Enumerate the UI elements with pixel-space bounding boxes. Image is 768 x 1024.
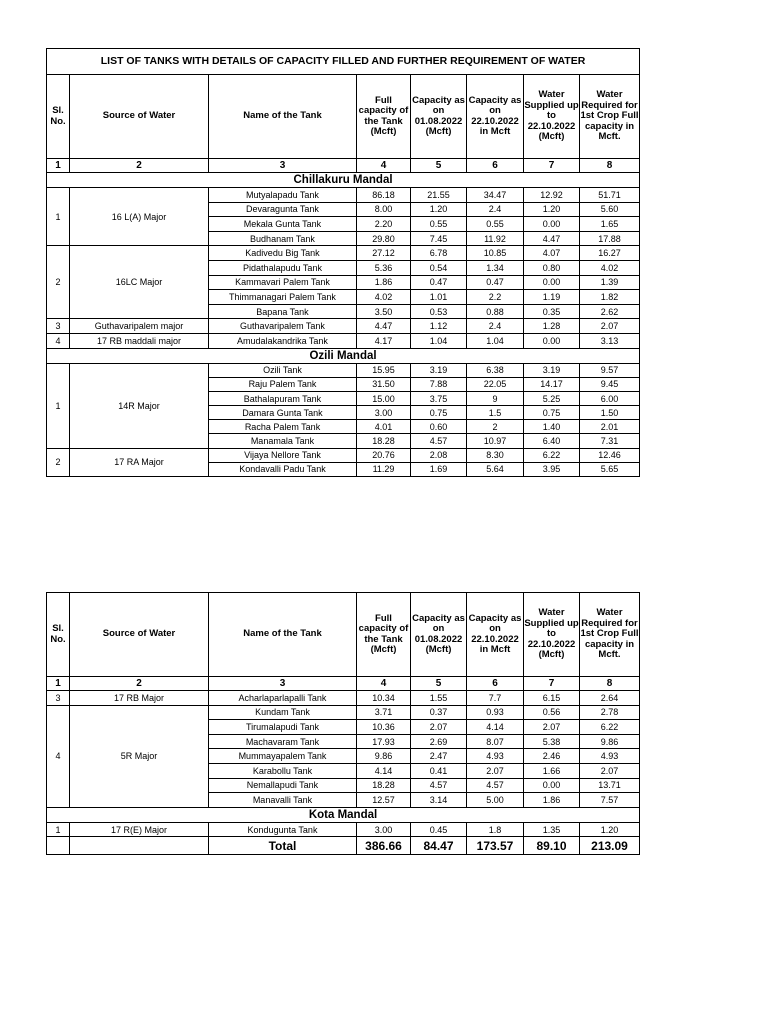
cell-value: 8.07	[467, 734, 524, 749]
cell-value: 1.50	[580, 406, 640, 420]
col-num: 8	[580, 677, 640, 691]
cell-value: 10.34	[357, 691, 411, 706]
cell-value: 3.95	[524, 462, 580, 476]
table-row	[47, 691, 640, 706]
cell-value: 1.28	[524, 319, 580, 334]
cell-value: 1.82	[580, 290, 640, 305]
cell-value: 2.64	[580, 691, 640, 706]
cell-value: 2.07	[580, 763, 640, 778]
cell-value: 7.57	[580, 793, 640, 808]
cell-value: 6.15	[524, 691, 580, 706]
tank-name: Pidathalapudu Tank	[209, 260, 357, 275]
cell-value: 1.20	[580, 822, 640, 837]
table-row	[47, 188, 640, 203]
table-row	[47, 319, 640, 334]
cell-value: 0.00	[524, 778, 580, 793]
source-of-water: 16LC Major	[70, 246, 209, 319]
cell-value: 3.00	[357, 822, 411, 837]
header-water-required: Water Required for 1st Crop Full capacity in Mcft.	[580, 75, 640, 159]
cell-value: 0.41	[411, 763, 467, 778]
col-num: 6	[467, 159, 524, 173]
cell-value: 4.02	[580, 260, 640, 275]
cell-value: 6.38	[467, 363, 524, 377]
col-num: 7	[524, 677, 580, 691]
col-num: 6	[467, 677, 524, 691]
tank-name: Acharlaparlapalli Tank	[209, 691, 357, 706]
serial-number: 1	[47, 188, 70, 246]
serial-number: 1	[47, 822, 70, 837]
tank-name: Manavalli Tank	[209, 793, 357, 808]
tank-name: Amudalakandrika Tank	[209, 333, 357, 348]
cell-value: 0.56	[524, 705, 580, 720]
serial-number: 3	[47, 319, 70, 334]
tank-name: Nemallapudi Tank	[209, 778, 357, 793]
cell-value: 2.07	[524, 720, 580, 735]
cell-value: 2.08	[411, 448, 467, 462]
tank-name: Bapana Tank	[209, 304, 357, 319]
cell-value: 4.47	[357, 319, 411, 334]
tank-name: Racha Palem Tank	[209, 420, 357, 434]
cell-value: 8.30	[467, 448, 524, 462]
cell-value: 3.00	[357, 406, 411, 420]
col-num: 3	[209, 677, 357, 691]
serial-number: 2	[47, 246, 70, 319]
source-of-water: Guthavaripalem major	[70, 319, 209, 334]
table-row	[47, 822, 640, 837]
cell-value: 31.50	[357, 377, 411, 391]
table-row	[47, 333, 640, 348]
cell-value: 9.45	[580, 377, 640, 391]
tank-name: Tirumalapudi Tank	[209, 720, 357, 735]
tank-name: Mekala Gunta Tank	[209, 217, 357, 232]
cell-value: 2.20	[357, 217, 411, 232]
source-of-water: 5R Major	[70, 705, 209, 807]
tank-name: Devaragunta Tank	[209, 202, 357, 217]
mandal-heading: Ozili Mandal	[47, 348, 640, 363]
cell-value: 6.78	[411, 246, 467, 261]
cell-value: 20.76	[357, 448, 411, 462]
cell-value: 1.8	[467, 822, 524, 837]
col-num: 3	[209, 159, 357, 173]
header-water-required: Water Required for 1st Crop Full capacity in Mcft.	[580, 593, 640, 677]
cell-value: 4.14	[467, 720, 524, 735]
total-label: Total	[209, 837, 357, 855]
cell-value: 0.88	[467, 304, 524, 319]
header-capacity-22-10: Capacity as on 22.10.2022 in Mcft	[467, 75, 524, 159]
cell-value: 0.00	[524, 275, 580, 290]
cell-value: 15.00	[357, 391, 411, 405]
cell-value: 2.69	[411, 734, 467, 749]
column-number-row	[47, 159, 640, 173]
header-capacity-22-10: Capacity as on 22.10.2022 in Mcft	[467, 593, 524, 677]
empty-cell	[70, 837, 209, 855]
mandal-heading: Kota Mandal	[47, 807, 640, 822]
cell-value: 6.22	[524, 448, 580, 462]
cell-value: 86.18	[357, 188, 411, 203]
col-num: 1	[47, 677, 70, 691]
col-num: 7	[524, 159, 580, 173]
cell-value: 2.4	[467, 319, 524, 334]
cell-value: 3.13	[580, 333, 640, 348]
cell-value: 12.92	[524, 188, 580, 203]
header-name-of-tank: Name of the Tank	[209, 593, 357, 677]
cell-value: 4.57	[411, 778, 467, 793]
cell-value: 1.55	[411, 691, 467, 706]
cell-value: 1.66	[524, 763, 580, 778]
cell-value: 0.80	[524, 260, 580, 275]
cell-value: 1.19	[524, 290, 580, 305]
cell-value: 0.55	[467, 217, 524, 232]
cell-value: 0.75	[524, 406, 580, 420]
cell-value: 3.71	[357, 705, 411, 720]
cell-value: 18.28	[357, 434, 411, 448]
tanks-table-2	[46, 592, 640, 855]
serial-number: 2	[47, 448, 70, 476]
cell-value: 9.57	[580, 363, 640, 377]
total-value: 84.47	[411, 837, 467, 855]
cell-value: 16.27	[580, 246, 640, 261]
tank-name: Kondavalli Padu Tank	[209, 462, 357, 476]
cell-value: 17.93	[357, 734, 411, 749]
mandal-heading: Chillakuru Mandal	[47, 173, 640, 188]
cell-value: 9.86	[580, 734, 640, 749]
cell-value: 5.00	[467, 793, 524, 808]
cell-value: 1.39	[580, 275, 640, 290]
cell-value: 4.01	[357, 420, 411, 434]
col-num: 2	[70, 677, 209, 691]
header-capacity-01-08: Capacity as on 01.08.2022 (Mcft)	[411, 75, 467, 159]
cell-value: 34.47	[467, 188, 524, 203]
cell-value: 1.12	[411, 319, 467, 334]
cell-value: 12.46	[580, 448, 640, 462]
source-of-water: 17 RA Major	[70, 448, 209, 476]
cell-value: 9	[467, 391, 524, 405]
header-full-capacity: Full capacity of the Tank (Mcft)	[357, 75, 411, 159]
header-full-capacity: Full capacity of the Tank (Mcft)	[357, 593, 411, 677]
cell-value: 17.88	[580, 231, 640, 246]
cell-value: 0.45	[411, 822, 467, 837]
cell-value: 18.28	[357, 778, 411, 793]
tanks-table-1	[46, 48, 640, 477]
source-of-water: 16 L(A) Major	[70, 188, 209, 246]
cell-value: 0.47	[411, 275, 467, 290]
cell-value: 0.75	[411, 406, 467, 420]
serial-number: 4	[47, 705, 70, 807]
cell-value: 51.71	[580, 188, 640, 203]
table-row	[47, 363, 640, 377]
cell-value: 2.07	[467, 763, 524, 778]
empty-cell	[47, 837, 70, 855]
table-row	[47, 705, 640, 720]
tank-name: Budhanam Tank	[209, 231, 357, 246]
cell-value: 4.57	[411, 434, 467, 448]
tank-name: Guthavaripalem Tank	[209, 319, 357, 334]
col-num: 4	[357, 677, 411, 691]
table-row	[47, 246, 640, 261]
cell-value: 13.71	[580, 778, 640, 793]
cell-value: 7.88	[411, 377, 467, 391]
cell-value: 12.57	[357, 793, 411, 808]
serial-number: 3	[47, 691, 70, 706]
tank-name: Damara Gunta Tank	[209, 406, 357, 420]
cell-value: 6.00	[580, 391, 640, 405]
cell-value: 1.65	[580, 217, 640, 232]
cell-value: 1.35	[524, 822, 580, 837]
cell-value: 27.12	[357, 246, 411, 261]
cell-value: 5.36	[357, 260, 411, 275]
cell-value: 15.95	[357, 363, 411, 377]
cell-value: 1.01	[411, 290, 467, 305]
table-title: LIST OF TANKS WITH DETAILS OF CAPACITY FILLED AND FURTHER REQUIREMENT OF WATER	[47, 49, 640, 75]
cell-value: 1.69	[411, 462, 467, 476]
column-number-row	[47, 677, 640, 691]
cell-value: 2.47	[411, 749, 467, 764]
tank-name: Raju Palem Tank	[209, 377, 357, 391]
total-value: 213.09	[580, 837, 640, 855]
cell-value: 2.78	[580, 705, 640, 720]
cell-value: 2.62	[580, 304, 640, 319]
col-num: 5	[411, 159, 467, 173]
tank-name: Vijaya Nellore Tank	[209, 448, 357, 462]
cell-value: 4.93	[580, 749, 640, 764]
source-of-water: 17 R(E) Major	[70, 822, 209, 837]
source-of-water: 17 RB maddali major	[70, 333, 209, 348]
cell-value: 3.75	[411, 391, 467, 405]
col-num: 4	[357, 159, 411, 173]
cell-value: 8.00	[357, 202, 411, 217]
total-value: 386.66	[357, 837, 411, 855]
cell-value: 5.60	[580, 202, 640, 217]
header-sl-no: Sl. No.	[47, 593, 70, 677]
cell-value: 29.80	[357, 231, 411, 246]
cell-value: 7.31	[580, 434, 640, 448]
cell-value: 4.93	[467, 749, 524, 764]
tank-name: Kundam Tank	[209, 705, 357, 720]
cell-value: 1.34	[467, 260, 524, 275]
cell-value: 1.20	[411, 202, 467, 217]
cell-value: 3.19	[411, 363, 467, 377]
tank-name: Manamala Tank	[209, 434, 357, 448]
tank-name: Machavaram Tank	[209, 734, 357, 749]
cell-value: 6.40	[524, 434, 580, 448]
cell-value: 2.07	[580, 319, 640, 334]
cell-value: 2.4	[467, 202, 524, 217]
cell-value: 1.20	[524, 202, 580, 217]
cell-value: 11.92	[467, 231, 524, 246]
header-name-of-tank: Name of the Tank	[209, 75, 357, 159]
cell-value: 3.50	[357, 304, 411, 319]
cell-value: 5.25	[524, 391, 580, 405]
header-source-of-water: Source of Water	[70, 75, 209, 159]
cell-value: 3.19	[524, 363, 580, 377]
cell-value: 2	[467, 420, 524, 434]
header-capacity-01-08: Capacity as on 01.08.2022 (Mcft)	[411, 593, 467, 677]
cell-value: 11.29	[357, 462, 411, 476]
cell-value: 10.85	[467, 246, 524, 261]
cell-value: 4.02	[357, 290, 411, 305]
tank-name: Karabollu Tank	[209, 763, 357, 778]
tank-name: Kondugunta Tank	[209, 822, 357, 837]
cell-value: 4.14	[357, 763, 411, 778]
col-num: 1	[47, 159, 70, 173]
cell-value: 2.46	[524, 749, 580, 764]
header-source-of-water: Source of Water	[70, 593, 209, 677]
cell-value: 5.38	[524, 734, 580, 749]
source-of-water: 17 RB Major	[70, 691, 209, 706]
header-water-supplied: Water Supplied up to 22.10.2022 (Mcft)	[524, 75, 580, 159]
cell-value: 6.22	[580, 720, 640, 735]
cell-value: 0.60	[411, 420, 467, 434]
col-num: 2	[70, 159, 209, 173]
cell-value: 0.54	[411, 260, 467, 275]
cell-value: 4.47	[524, 231, 580, 246]
cell-value: 0.00	[524, 333, 580, 348]
cell-value: 22.05	[467, 377, 524, 391]
cell-value: 7.45	[411, 231, 467, 246]
tank-name: Mutyalapadu Tank	[209, 188, 357, 203]
serial-number: 1	[47, 363, 70, 448]
cell-value: 10.97	[467, 434, 524, 448]
cell-value: 2.01	[580, 420, 640, 434]
cell-value: 0.47	[467, 275, 524, 290]
cell-value: 1.86	[357, 275, 411, 290]
cell-value: 2.07	[411, 720, 467, 735]
cell-value: 9.86	[357, 749, 411, 764]
cell-value: 21.55	[411, 188, 467, 203]
cell-value: 0.55	[411, 217, 467, 232]
tank-name: Mummayapalem Tank	[209, 749, 357, 764]
cell-value: 1.86	[524, 793, 580, 808]
header-water-supplied: Water Supplied up to 22.10.2022 (Mcft)	[524, 593, 580, 677]
cell-value: 0.53	[411, 304, 467, 319]
tank-name: Kammavari Palem Tank	[209, 275, 357, 290]
cell-value: 7.7	[467, 691, 524, 706]
cell-value: 2.2	[467, 290, 524, 305]
col-num: 8	[580, 159, 640, 173]
cell-value: 4.17	[357, 333, 411, 348]
cell-value: 1.04	[467, 333, 524, 348]
header-sl-no: Sl. No.	[47, 75, 70, 159]
cell-value: 4.57	[467, 778, 524, 793]
cell-value: 4.07	[524, 246, 580, 261]
cell-value: 14.17	[524, 377, 580, 391]
cell-value: 0.00	[524, 217, 580, 232]
cell-value: 1.5	[467, 406, 524, 420]
total-value: 89.10	[524, 837, 580, 855]
total-value: 173.57	[467, 837, 524, 855]
table-row	[47, 448, 640, 462]
cell-value: 0.93	[467, 705, 524, 720]
cell-value: 0.35	[524, 304, 580, 319]
serial-number: 4	[47, 333, 70, 348]
cell-value: 5.65	[580, 462, 640, 476]
cell-value: 10.36	[357, 720, 411, 735]
cell-value: 1.04	[411, 333, 467, 348]
cell-value: 0.37	[411, 705, 467, 720]
cell-value: 5.64	[467, 462, 524, 476]
tank-name: Bathalapuram Tank	[209, 391, 357, 405]
cell-value: 1.40	[524, 420, 580, 434]
tank-name: Ozili Tank	[209, 363, 357, 377]
tank-name: Kadivedu Big Tank	[209, 246, 357, 261]
cell-value: 3.14	[411, 793, 467, 808]
total-row	[47, 837, 640, 855]
tank-name: Thimmanagari Palem Tank	[209, 290, 357, 305]
source-of-water: 14R Major	[70, 363, 209, 448]
col-num: 5	[411, 677, 467, 691]
